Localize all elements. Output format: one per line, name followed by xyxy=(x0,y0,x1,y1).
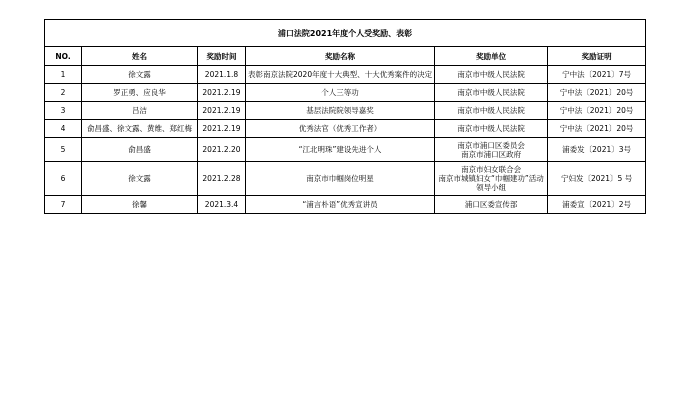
table-row xyxy=(45,102,646,120)
cell-name: 徐文露 xyxy=(82,162,198,196)
cell-unit: 南京市中级人民法院 xyxy=(435,120,548,138)
col-header-name: 姓名 xyxy=(82,47,198,66)
cell-date: 2021.2.20 xyxy=(198,138,246,162)
table-row xyxy=(45,66,646,84)
table-row xyxy=(45,138,646,162)
cell-proof: 宁中法〔2021〕20号 xyxy=(548,102,646,120)
cell-proof: 宁中法〔2021〕20号 xyxy=(548,84,646,102)
col-header-no: NO. xyxy=(45,47,82,66)
col-header-unit: 奖励单位 xyxy=(435,47,548,66)
cell-date: 2021.2.28 xyxy=(198,162,246,196)
table-row xyxy=(45,84,646,102)
cell-name: 罗正勇、应良华 xyxy=(82,84,198,102)
cell-no: 5 xyxy=(45,138,82,162)
cell-unit: 南京市中级人民法院 xyxy=(435,102,548,120)
cell-award: “江北明珠”建设先进个人 xyxy=(246,138,435,162)
cell-name: 俞昌盛 xyxy=(82,138,198,162)
cell-name: 俞昌盛、徐文露、黄维、郑红梅 xyxy=(82,120,198,138)
cell-unit: 浦口区委宣传部 xyxy=(435,196,548,214)
cell-proof: 宁中法〔2021〕20号 xyxy=(548,120,646,138)
cell-proof: 浦委发〔2021〕3号 xyxy=(548,138,646,162)
cell-proof: 宁妇发〔2021〕5 号 xyxy=(548,162,646,196)
table-row xyxy=(45,162,646,196)
cell-date: 2021.1.8 xyxy=(198,66,246,84)
cell-no: 3 xyxy=(45,102,82,120)
col-header-date: 奖励时间 xyxy=(198,47,246,66)
cell-award: 个人三等功 xyxy=(246,84,435,102)
cell-date: 2021.2.19 xyxy=(198,102,246,120)
cell-no: 4 xyxy=(45,120,82,138)
cell-proof: 浦委宣〔2021〕2号 xyxy=(548,196,646,214)
header-row xyxy=(45,47,646,66)
col-header-proof: 奖励证明 xyxy=(548,47,646,66)
cell-date: 2021.2.19 xyxy=(198,84,246,102)
cell-no: 7 xyxy=(45,196,82,214)
cell-award: 南京市巾帼岗位明星 xyxy=(246,162,435,196)
cell-unit: 南京市浦口区委员会 南京市浦口区政府 xyxy=(435,138,548,162)
cell-no: 2 xyxy=(45,84,82,102)
cell-award: “浦言朴语”优秀宣讲员 xyxy=(246,196,435,214)
cell-proof: 宁中法〔2021〕7号 xyxy=(548,66,646,84)
table-row xyxy=(45,120,646,138)
table-row xyxy=(45,196,646,214)
cell-name: 徐文露 xyxy=(82,66,198,84)
cell-unit: 南京市中级人民法院 xyxy=(435,84,548,102)
cell-award: 基层法院院领导嘉奖 xyxy=(246,102,435,120)
cell-award: 表彰南京法院2020年度十大典型、十大优秀案件的决定 xyxy=(246,66,435,84)
cell-name: 吕洁 xyxy=(82,102,198,120)
cell-no: 1 xyxy=(45,66,82,84)
cell-award: 优秀法官（优秀工作者） xyxy=(246,120,435,138)
cell-no: 6 xyxy=(45,162,82,196)
awards-table xyxy=(44,19,646,214)
col-header-award: 奖励名称 xyxy=(246,47,435,66)
cell-unit: 南京市妇女联合会 南京市城镇妇女“巾帼建功”活动领导小组 xyxy=(435,162,548,196)
cell-unit: 南京市中级人民法院 xyxy=(435,66,548,84)
table-title: 浦口法院2021年度个人受奖励、表彰 xyxy=(45,20,646,47)
cell-date: 2021.3.4 xyxy=(198,196,246,214)
cell-date: 2021.2.19 xyxy=(198,120,246,138)
cell-name: 徐馨 xyxy=(82,196,198,214)
